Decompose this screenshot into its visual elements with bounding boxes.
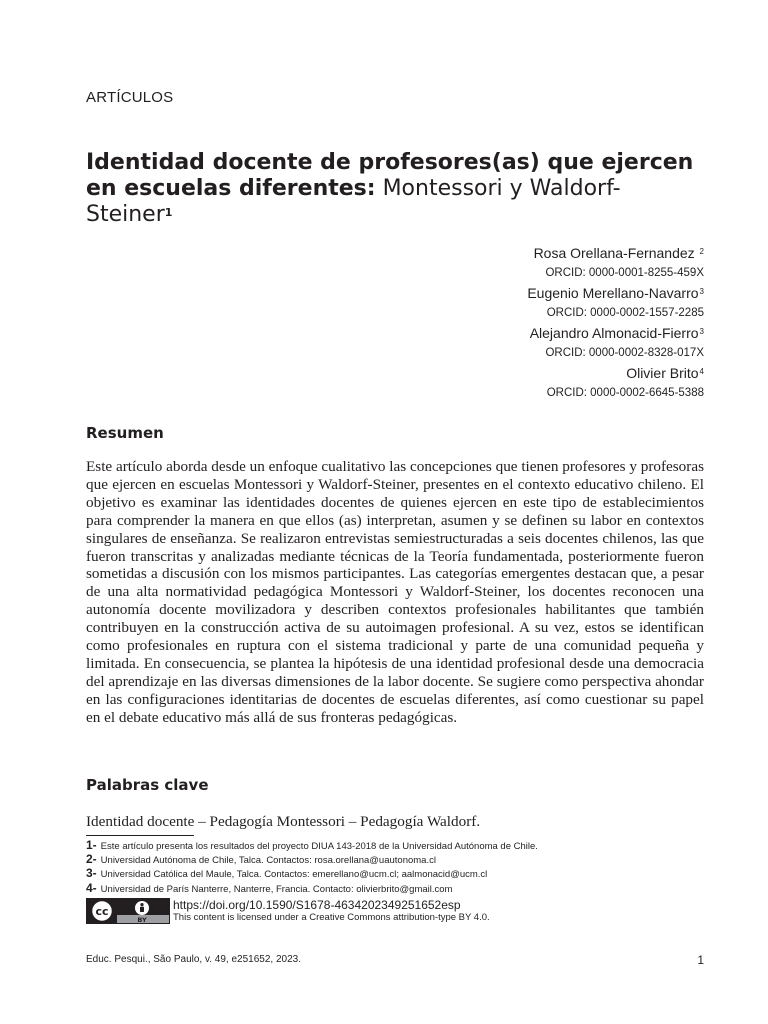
doi-link[interactable]: https://doi.org/10.1590/S1678-4634202349251652esp [173,898,461,912]
author-affiliation-ref[interactable]: 2 [699,247,704,256]
journal-citation: Educ. Pesqui., São Paulo, v. 49, e251652, 2023. [86,954,301,965]
footnote-item: 1- Este artículo presenta los resultados del proyecto DIUA 143-2018 de la Universidad Autónoma de Chile. [86,838,538,852]
footnote-item: 4- Universidad de París Nanterre, Nanterre, Francia. Contacto: olivierbrito@gmail.com [86,880,453,895]
author-name: Olivier Brito$^4$ [626,365,704,381]
page-number: 1 [697,953,704,967]
title-bold: Identidad docente de profesores(as) que ejercen en escuelas diferentes: [86,150,694,201]
author-name: Rosa Orellana-Fernandez $^2$ [533,245,704,261]
license-block [86,898,490,926]
author-name: Eugenio Merellano-Navarro$^3$ [527,285,704,301]
keywords-text: Identidad docente – Pedagogía Montessori – Pedagogía Waldorf. [86,813,481,830]
creative-commons-by-badge[interactable] [86,898,170,924]
license-note: This content is licensed under a Creative Commons attribution-type BY 4.0. [173,912,490,923]
cc-logo-text: cc [95,905,109,918]
section-label: ARTÍCULOS [86,89,174,106]
footnote-item: 3- Universidad Católica del Maule, Talca. Contactos: emerellano@ucm.cl; aalmonacid@ucm.cl [86,866,488,881]
author-orcid[interactable]: ORCID: 0000-0002-6645-5388 [546,387,704,399]
author-orcid[interactable]: ORCID: 0000-0002-8328-017X [545,347,704,359]
title-footnote-ref[interactable]: 1 [164,206,173,219]
author-orcid[interactable]: ORCID: 0000-0001-8255-459X [545,267,704,279]
footnotes [86,838,538,895]
author-affiliation-ref[interactable]: 3 [699,287,704,296]
keywords-heading: Palabras clave [86,776,209,794]
footnote-divider [86,835,194,836]
author-orcid[interactable]: ORCID: 0000-0002-1557-2285 [546,307,704,319]
footnote-item: 2- Universidad Autónoma de Chile, Talca. Contactos: rosa.orellana@uautonoma.cl [86,852,436,867]
author-name: Alejandro Almonacid-Fierro$^3$ [529,325,704,341]
author-list [527,243,704,403]
abstract-body: Este artículo aborda desde un enfoque cualitativo las concepciones que tienen profesores y profesoras que ejercen en escuelas Montessori y Waldorf-Steiner, presentes en el contexto educativo chileno. El objetivo es examinar las identidades docentes de quienes ejercen en este tipo de establecimientos para comprender la manera en que ellos (as) interpretan, asumen y se definen su labor en contextos singulares de enseñanza. Se realizaron entrevistas semiestructuradas a seis docentes chilenos, las que fueron transcritas y analizadas mediante técnicas de la Teoría fundamentada, posteriormente fueron sometidas a discusión con los mismos participantes. Las categorías emergentes destacan que, a pesar de una alta normatividad pedagógica Montessori y Waldorf-Steiner, los docentes reconocen una autonomía docente movilizadora y describen contextos profesionales habilitantes que también contribuyen en la construcción activa de su autoimagen profesional. A su vez, estos se identifican como profesionales en ruptura con el sistema tradicional y parte de una comunidad pequeña y limitada. En consecuencia, se plantea la hipótesis de una identidad profesional desde una democracia del aprendizaje en las diversas dimensiones de la labor docente. Se sugiere como perspectiva ahondar en las configuraciones identitarias de docentes de escuelas diferentes, así como cuestionar su papel en el debate educativo más allá de sus fronteras pedagógicas. [86,458,704,726]
author-affiliation-ref[interactable]: 3 [699,327,704,336]
author-affiliation-ref[interactable]: 4 [699,367,704,376]
title-light: Montessori y Waldorf-Steiner [86,176,621,227]
abstract-heading: Resumen [86,424,164,442]
by-label: BY [137,916,147,923]
article-title [86,150,696,228]
